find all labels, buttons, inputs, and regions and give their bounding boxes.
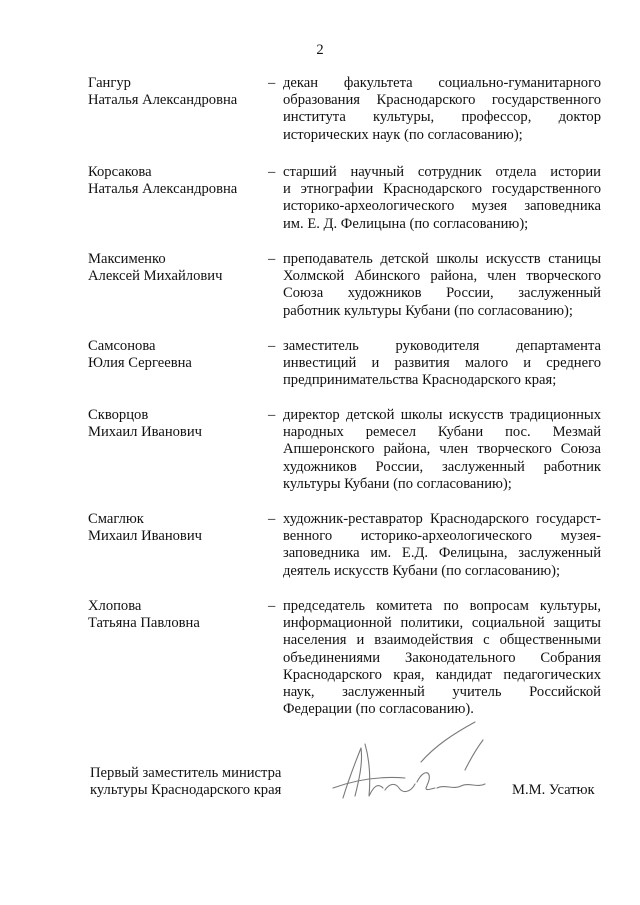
member-name xyxy=(88,251,268,285)
signer-name: М.М. Усатюк xyxy=(512,782,595,798)
member-dash: – xyxy=(268,164,276,180)
position-line: историко-археологического музея заповедника xyxy=(283,198,601,215)
position-line: старший научный сотрудник отдела истории xyxy=(283,164,601,180)
position-line: декан факультета социально-гуманитарного xyxy=(283,75,601,91)
position-line: Союза художников России, заслуженный xyxy=(283,285,601,302)
position-line: работник культуры Кубани (по согласованию); xyxy=(283,302,573,319)
member-given-names: Михаил Иванович xyxy=(88,424,202,441)
position-line: культуры Кубани (по согласованию); xyxy=(283,475,512,492)
member-name xyxy=(88,511,268,545)
member-given-names: Наталья Александровна xyxy=(88,92,238,109)
position-line: инвестиций и развития малого и среднего xyxy=(283,355,601,372)
member-dash: – xyxy=(268,407,276,423)
member-dash: – xyxy=(268,511,276,527)
position-line: Федерации (по согласованию). xyxy=(283,701,474,718)
member-name xyxy=(88,75,268,109)
member-name xyxy=(88,407,268,441)
member-position xyxy=(283,338,601,390)
member-given-names: Наталья Александровна xyxy=(88,181,238,198)
position-line: информационной политики, социальной защиты xyxy=(283,615,601,632)
position-line: художников России, заслуженный работник xyxy=(283,458,601,475)
position-line: Краснодарского края, кандидат педагогических xyxy=(283,666,601,683)
position-line: преподаватель детской школы искусств станицы xyxy=(283,251,601,267)
member-dash: – xyxy=(268,251,276,267)
position-line: Холмской Абинского района, член творческого xyxy=(283,268,601,285)
position-line: художник-реставратор Краснодарского государст- xyxy=(283,511,601,527)
signer-title-line: культуры Краснодарского края xyxy=(90,782,282,799)
member-dash: – xyxy=(268,598,276,614)
position-line: венного историко-археологического музея- xyxy=(283,528,601,545)
member-given-names: Татьяна Павловна xyxy=(88,615,200,632)
member-surname: Гангур xyxy=(88,75,131,91)
position-line: предпринимательства Краснодарского края; xyxy=(283,372,557,389)
member-name xyxy=(88,598,268,632)
position-line: деятель искусств Кубани (по согласованию); xyxy=(283,562,561,579)
page-number: 2 xyxy=(316,42,324,58)
position-line: объединениями Законодательного Собрания xyxy=(283,649,601,666)
member-dash: – xyxy=(268,75,276,91)
member-name xyxy=(88,338,268,372)
member-position xyxy=(283,75,601,144)
position-line: им. Е. Д. Фелицына (по согласованию); xyxy=(283,215,529,232)
member-position xyxy=(283,598,601,718)
member-surname: Корсакова xyxy=(88,164,152,180)
member-name xyxy=(88,164,268,198)
position-line: исторических наук (по согласованию); xyxy=(283,126,523,143)
position-line: наук, заслуженный учитель Российской xyxy=(283,684,601,701)
signer-title xyxy=(90,765,281,799)
member-surname: Смаглюк xyxy=(88,511,144,527)
member-position xyxy=(283,511,601,580)
position-line: Апшеронского района, член творческого Союза xyxy=(283,441,601,458)
position-line: директор детской школы искусств традиционных xyxy=(283,407,601,423)
position-line: и этнографии Краснодарского государственного xyxy=(283,181,601,198)
position-line: института культуры, профессор, доктор xyxy=(283,109,601,126)
member-given-names: Юлия Сергеевна xyxy=(88,355,192,372)
position-line: председатель комитета по вопросам культуры, xyxy=(283,598,601,614)
member-position xyxy=(283,164,601,233)
member-position xyxy=(283,251,601,320)
position-line: заповедника им. Е.Д. Фелицына, заслуженный xyxy=(283,545,601,562)
position-line: населения и взаимодействия с общественными xyxy=(283,632,601,649)
member-surname: Максименко xyxy=(88,251,166,267)
position-line: заместитель руководителя департамента xyxy=(283,338,601,354)
member-dash: – xyxy=(268,338,276,354)
member-surname: Самсонова xyxy=(88,338,156,354)
member-surname: Хлопова xyxy=(88,598,142,614)
signer-title-line: Первый заместитель министра xyxy=(90,765,282,781)
handwritten-signature xyxy=(325,718,500,813)
member-given-names: Михаил Иванович xyxy=(88,528,202,545)
member-surname: Скворцов xyxy=(88,407,149,423)
member-position xyxy=(283,407,601,493)
position-line: народных ремесел Кубани пос. Мезмай xyxy=(283,424,601,441)
position-line: образования Краснодарского государственного xyxy=(283,92,601,109)
member-given-names: Алексей Михайлович xyxy=(88,268,223,285)
